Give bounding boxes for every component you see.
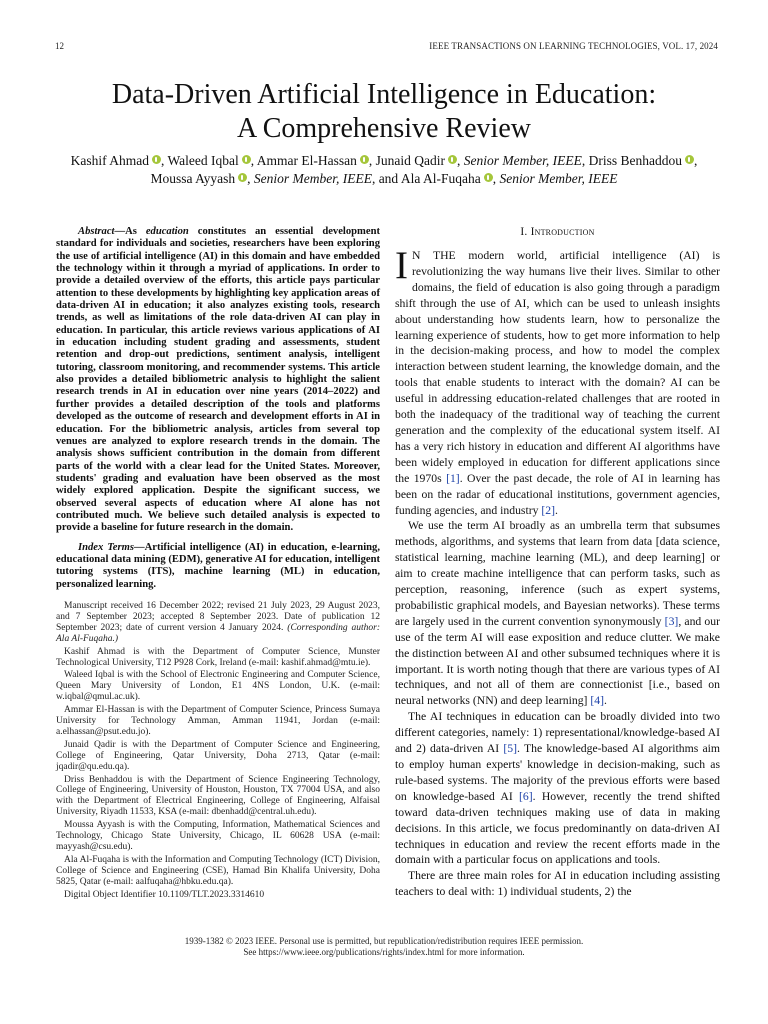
paragraph-text: . Over the past decade, the role of AI in learning has been on the radar of educational institutions, government agencies, funding agencies, and industry xyxy=(395,471,720,517)
orcid-icon[interactable] xyxy=(484,173,493,182)
footnote-affiliation: Kashif Ahmad is with the Department of Computer Science, Munster Technological University, T12 P928 Cork, Ireland (e-mail: kashif.ahmad@mtu.ie). xyxy=(56,646,380,668)
author-name: Ammar El-Hassan xyxy=(256,153,357,168)
footnote-affiliation: Ala Al-Fuqaha is with the Information and Computing Technology (ICT) Division, College of Science and Engineering (CSE), Hamad Bin Khalifa University, Doha 5825, Qatar (e-mail: aalfuqaha@hbku.edu.qa). xyxy=(56,854,380,887)
paragraph-text: . xyxy=(604,694,607,708)
title-line-2: A Comprehensive Review xyxy=(237,113,531,144)
left-column xyxy=(56,226,380,901)
orcid-icon[interactable] xyxy=(685,155,694,164)
copyright-footer xyxy=(40,936,728,958)
body-paragraph-4: There are three main roles for AI in education including assisting teachers to deal with: 1) individual students, 2) the xyxy=(395,869,720,899)
lead-in-caps: N THE xyxy=(412,249,456,262)
index-terms-text: —Artificial intelligence (AI) in education, e-learning, educational data mining (EDM), generative AI for education, intelligent tutoring systems (ITS), machine learning (ML) in education, personalized learning. xyxy=(56,541,380,590)
footnote-affiliation: Ammar El-Hassan is with the Department of Computer Science, Princess Sumaya University for Technology Amman, Amman 11941, Jordan (e-mail: a.elhassan@psut.edu.jo). xyxy=(56,705,380,737)
footnote-affiliation: Junaid Qadir is with the Department of Computer Science and Engineering, College of Engineering, Qatar University, Doha 2713, Qatar (e-mail: jqadir@qu.edu.qa). xyxy=(56,739,380,772)
orcid-icon[interactable] xyxy=(152,155,161,164)
abstract-dash: —As xyxy=(114,226,146,237)
manuscript-dates: Manuscript received 16 December 2022; revised 21 July 2023, 29 August 2023, and 7 September 2023; accepted 8 September 2023. Date of publication 12 September 2023; date of current version 4 January 2024. xyxy=(56,600,380,633)
citation-link[interactable]: [5] xyxy=(503,742,518,756)
section-title: Introduction xyxy=(530,226,595,238)
paragraph-text: We use the term AI broadly as an umbrella term that subsumes methods, algorithms, and systems that learn from data [data science, statistical learning, machine learning (ML), and deep learning] or aim to create machine intelligence that can perform tasks, such as perception, reasoning, inference (such as expert systems, probabilistic graphical models, and Bayesian networks). These terms are largely used in the current convention synonymously xyxy=(395,519,720,628)
right-column xyxy=(395,226,720,900)
index-terms xyxy=(56,542,380,591)
running-header xyxy=(55,41,718,55)
body-paragraph-1 xyxy=(395,244,720,518)
abstract-text: constitutes an essential development standard for individuals and societies, researchers have been exploring the use of artificial intelligence (AI) in this domain and have embedded the technology within it through a myriad of applications. In order to provide a detailed overview of the efforts, this article pays particular attention to these developments by highlighting key application areas of data-driven AI in education; it also analyzes existing tools, research trends, as well as limitations of the role data-driven AI can play in education. In particular, this article reviews various applications of AI in education including student grading and assessments, student retention and drop-out predictions, sentiment analysis, intelligent tutoring, classroom monitoring, and recommender systems. This article also provides a detailed bibliometric analysis to highlight the salient research trends in AI in education over nine years (2014–2022) and further provides a detailed description of the tools and platforms developed as the outcome of research and development efforts in AI in education. For the bibliometric analysis, articles from several top venues are analyzed to explore research trends in the domain. The analysis shows sufficient contribution in the domain from different parts of the world with a clear lead for the United States. Moreover, students' grading and evaluation have been observed as the most widely explored application. Despite the significant success, we observed several aspects of education where AI alone has not contributed much. We believe such detailed analysis is expected to provide a baseline for future research in the domain. xyxy=(56,226,380,534)
author-name: Driss Benhaddou xyxy=(588,153,682,168)
paragraph-text: modern world, artificial intelligence (AI) is revolutionizing the way humans live their lives. Similar to other domains, the field of education is also going through a paradigm shift through the use of AI, which can be used to unleash insights about understanding how students learn, how to personalize the learning experience of students, how to get more information to help in the decision-making process, and how to model the complex interaction between student learning, the knowledge domain, and the tools that enable students to interact with the domain? AI can be useful in addressing education-related challenges that are rooted in both the inadequacy of the traditional way of teaching the current generation and the complexity of the educational system itself. AI has a very rich history in education and different AI algorithms have been widely employed in education for different applications since the 1970s xyxy=(395,249,720,485)
orcid-icon[interactable] xyxy=(360,155,369,164)
author-name: Junaid Qadir xyxy=(375,153,446,168)
body-paragraph-2 xyxy=(395,518,720,709)
orcid-icon[interactable] xyxy=(238,173,247,182)
author-role: Senior Member, IEEE xyxy=(499,171,618,186)
drop-cap: I xyxy=(395,244,408,287)
orcid-icon[interactable] xyxy=(242,155,251,164)
author-name: Waleed Iqbal xyxy=(167,153,239,168)
citation-link[interactable]: [4] xyxy=(590,694,605,708)
citation-link[interactable]: [2] xyxy=(541,503,556,517)
corresponding-author: (Corresponding author: Ala Al-Fuqaha.) xyxy=(56,622,380,644)
rights-link-line[interactable]: See https://www.ieee.org/publications/rights/index.html for more information. xyxy=(243,947,525,957)
abstract-label: Abstract xyxy=(78,226,115,237)
author-line-1: Kashif Ahmad , Waleed Iqbal , Ammar El-Hassan , Junaid Qadir , Senior Member, IEEE, Driss Benhaddou , xyxy=(70,153,698,168)
title-line-1: Data-Driven Artificial Intelligence in Education: xyxy=(111,79,657,110)
abstract xyxy=(56,226,380,535)
body-paragraph-3 xyxy=(395,709,720,868)
footnotes xyxy=(56,601,380,901)
author-line-2: Moussa Ayyash , Senior Member, IEEE, and Ala Al-Fuqaha , Senior Member, IEEE xyxy=(150,171,618,186)
doi[interactable]: Digital Object Identifier 10.1109/TLT.2023.3314610 xyxy=(64,889,265,900)
page-number: 12 xyxy=(55,41,64,51)
footnote-affiliation: Waleed Iqbal is with the School of Electronic Engineering and Computer Science, Queen Mary University of London, E1 4NS London, U.K. (e-mail: w.iqbal@qmul.ac.uk). xyxy=(56,670,380,703)
author-role: Senior Member, IEEE xyxy=(463,153,582,168)
paragraph-text: . However, recently the trend shifted toward data-driven techniques making use of data in making decisions. In this article, we focus predominantly on data-driven AI techniques in education and review the recent efforts made in the domain with a particular focus on applications and tools. xyxy=(395,789,720,867)
paragraph-text: . xyxy=(555,503,558,517)
paper-title xyxy=(40,78,728,146)
paragraph-text: The AI techniques in education can be broadly divided into two different categories, namely: 1) representational/knowledge-based AI and 2) data-driven AI xyxy=(395,710,720,756)
footnote-affiliation: Moussa Ayyash is with the Computing, Information, Mathematical Sciences and Technology, Chicago State University, Chicago, IL 60628 USA (e-mail: mayyash@csu.edu). xyxy=(56,820,380,852)
paragraph-text: . The knowledge-based AI algorithms aim to employ human experts' knowledge in decision-making, such as rule-based systems. The majority of the previous efforts were based on knowledge-based AI xyxy=(395,742,720,803)
author-name: Moussa Ayyash xyxy=(150,171,236,186)
footnote-manuscript xyxy=(56,601,380,645)
journal-name: IEEE TRANSACTIONS ON LEARNING TECHNOLOGIES, VOL. 17, 2024 xyxy=(429,41,718,51)
paragraph-text: , and our use of the term AI will ease exposition and reduce clutter. We make the distinction between AI and other subsumed techniques where it is important. It is worth noting though that there are various types of AI techniques, and not all of them are connectionist [i.e., based on neural networks (NN) and deep learning] xyxy=(395,614,720,708)
section-heading xyxy=(395,226,720,238)
citation-link[interactable]: [6] xyxy=(519,789,533,803)
author-list xyxy=(40,152,728,188)
citation-link[interactable]: [3] xyxy=(664,614,679,628)
abstract-emphasis: education xyxy=(145,226,189,237)
author-name: Kashif Ahmad xyxy=(70,153,149,168)
orcid-icon[interactable] xyxy=(448,155,457,164)
section-numeral: I. xyxy=(520,226,528,238)
author-role: Senior Member, IEEE xyxy=(253,171,372,186)
copyright-line: 1939-1382 © 2023 IEEE. Personal use is permitted, but republication/redistribution requires IEEE permission. xyxy=(184,936,584,946)
index-terms-label: Index Terms xyxy=(78,541,134,553)
footnote-affiliation: Driss Benhaddou is with the Department of Science Engineering Technology, College of Engineering, University of Houston, Houston, TX 77004 USA, and also with the Department of Electrical Engineering, College of Engineering, Alfaisal University, Riyadh 11533, KSA (e-mail: dbenhadd@central.uh.edu). xyxy=(56,774,380,818)
author-name: Ala Al-Fuqaha xyxy=(400,171,481,186)
author-conjunction: and xyxy=(378,171,399,186)
citation-link[interactable]: [1] xyxy=(446,471,460,485)
